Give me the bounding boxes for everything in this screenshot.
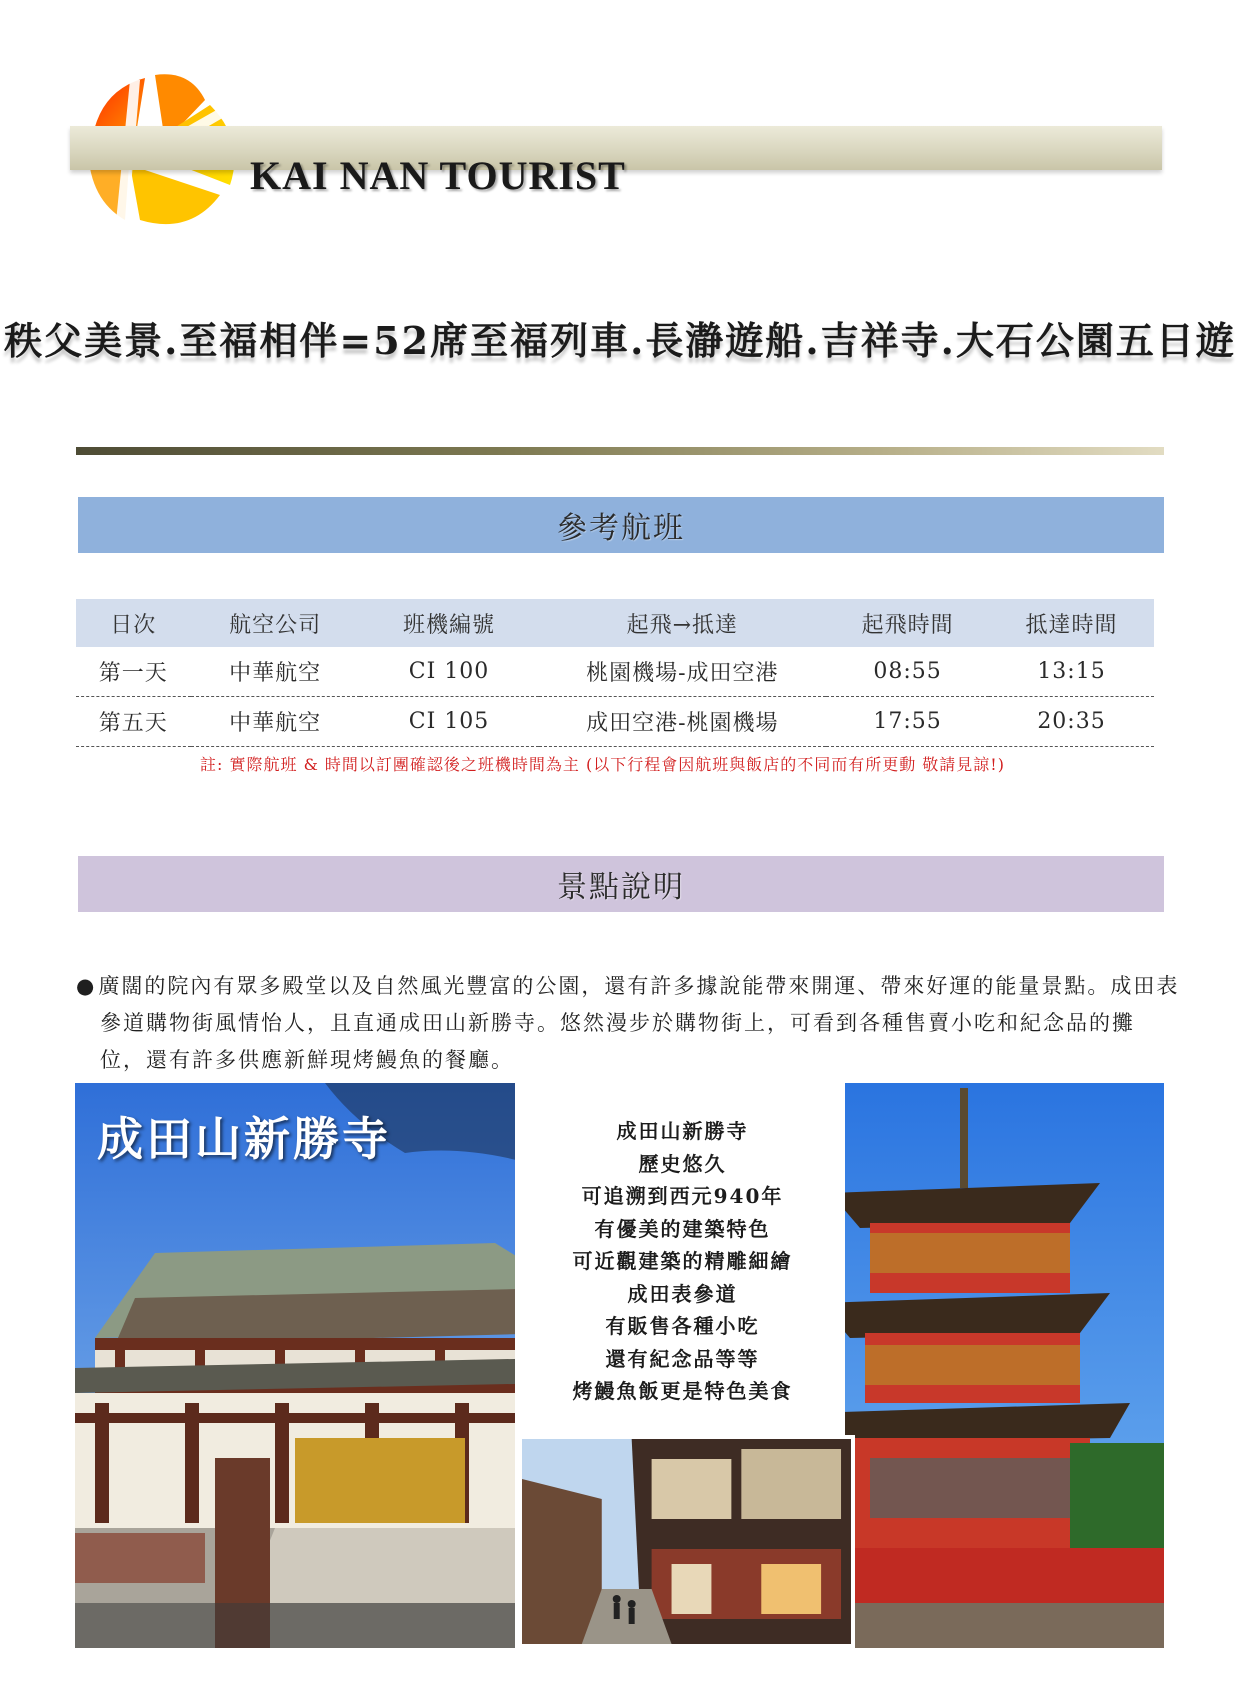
cell-flight: CI 105 (360, 697, 539, 747)
cell-day: 第五天 (76, 697, 191, 747)
caption-box (555, 1097, 810, 1433)
col-airline: 航空公司 (191, 599, 360, 647)
flight-table (76, 599, 1154, 747)
cell-route: 桃園機場-成田空港 (539, 647, 827, 697)
tour-title: 秩父美景.至福相伴=52席至福列車.長瀞遊船.吉祥寺.大石公園五日遊 (4, 318, 1236, 363)
cell-airline: 中華航空 (191, 697, 360, 747)
cell-day: 第一天 (76, 647, 191, 697)
caption-line: 烤鰻魚飯更是特色美食 (572, 1379, 793, 1403)
caption-line: 可追溯到西元940年 (581, 1184, 784, 1208)
collage-title: 成田山新勝寺 (97, 1112, 391, 1166)
company-name: KAI NAN TOURIST (250, 153, 626, 198)
bullet-icon: ● (76, 974, 97, 998)
table-row (76, 697, 1154, 747)
cell-airline: 中華航空 (191, 647, 360, 697)
col-flight-no: 班機編號 (360, 599, 539, 647)
flight-table-header (76, 599, 1154, 647)
flight-note: 註: 實際航班 & 時間以訂團確認後之班機時間為主 (以下行程會因航班與飯店的不同而有所更動 敬請見諒!) (200, 755, 1005, 774)
col-route: 起飛→抵達 (539, 599, 827, 647)
col-depart: 起飛時間 (826, 599, 989, 647)
table-row (76, 647, 1154, 697)
col-arrive: 抵達時間 (989, 599, 1154, 647)
description-text: 廣闊的院內有眾多殿堂以及自然風光豐富的公園，還有許多據說能帶來開運、帶來好運的能量景點。成田表參道購物街風情怡人，且直通成田山新勝寺。悠然漫步於購物街上，可看到各種售賣小吃和紀念品的攤位，還有許多供應新鮮現烤鰻魚的餐廳。 (98, 974, 1180, 1072)
cell-arrive: 20:35 (989, 697, 1154, 747)
caption-line: 有優美的建築特色 (594, 1216, 771, 1241)
cell-route: 成田空港-桃園機場 (539, 697, 827, 747)
cell-depart: 17:55 (826, 697, 989, 747)
caption-line: 有販售各種小吃 (605, 1314, 760, 1338)
pagoda-photo (810, 1083, 1164, 1648)
col-day: 日次 (76, 599, 191, 647)
omotesando-street-photo (518, 1435, 855, 1648)
cell-arrive: 13:15 (989, 647, 1154, 697)
caption-line: 成田表參道 (627, 1281, 738, 1306)
caption-line: 可近觀建築的精雕細繪 (572, 1249, 793, 1273)
sight-description (76, 968, 1180, 1079)
caption-line: 還有紀念品等等 (605, 1346, 760, 1371)
caption-line: 成田山新勝寺 (616, 1119, 749, 1143)
divider (76, 447, 1164, 455)
photo-collage (75, 1083, 1164, 1648)
cell-depart: 08:55 (826, 647, 989, 697)
caption-line: 歷史悠久 (638, 1151, 727, 1176)
flights-section-header: 參考航班 (78, 497, 1164, 553)
cell-flight: CI 100 (360, 647, 539, 697)
sights-section-header: 景點說明 (78, 856, 1164, 912)
